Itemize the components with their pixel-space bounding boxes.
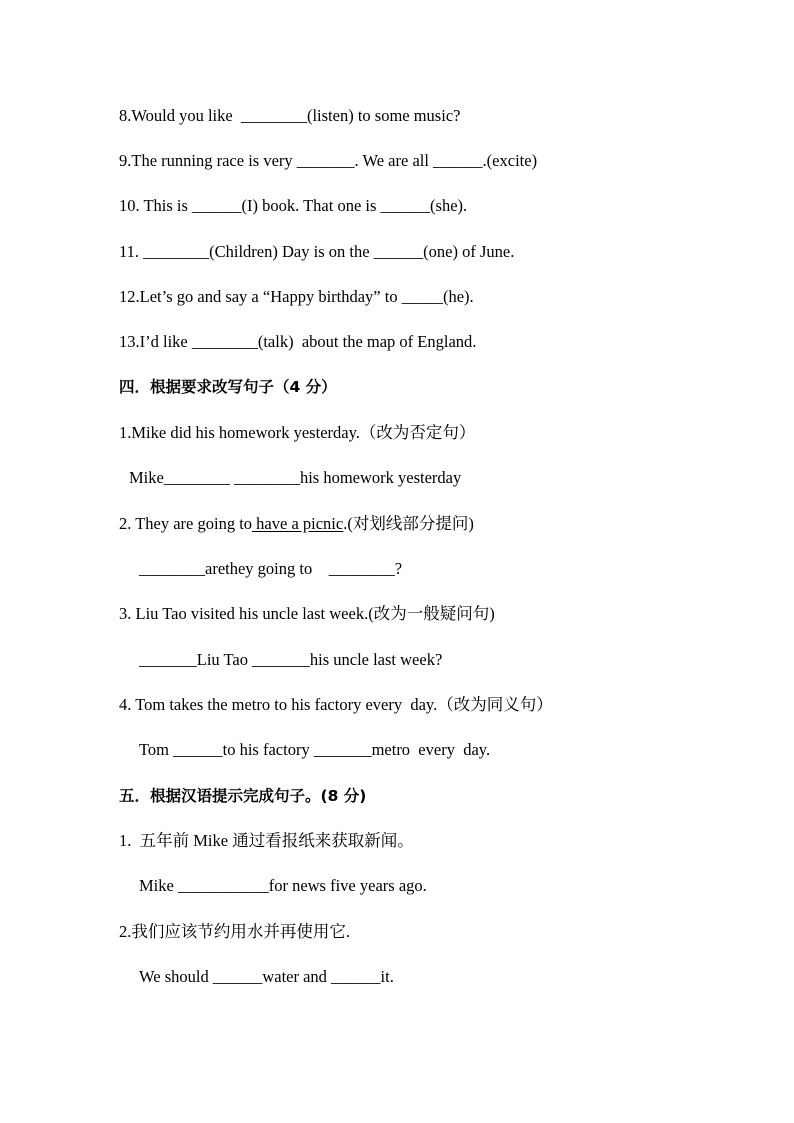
rewrite-question-2-prefix: 2. They are going to <box>119 514 253 533</box>
rewrite-question-2 <box>119 514 474 534</box>
question-11: 11. ________(Children) Day is on the ______(one) of June. <box>119 242 515 261</box>
rewrite-question-4: 4. Tom takes the metro to his factory every day.（改为同义句） <box>119 695 553 714</box>
rewrite-answer-1: Mike________ ________his homework yesterday <box>129 468 462 487</box>
underlined-phrase: have a picnic <box>252 514 344 533</box>
translate-answer-1: Mike ___________for news five years ago. <box>139 876 427 895</box>
rewrite-question-2-suffix: .(对划线部分提问) <box>343 514 474 533</box>
question-8: 8.Would you like ________(listen) to some music? <box>119 106 461 125</box>
section-4-heading: 四．根据要求改写句子（4 分） <box>119 378 337 396</box>
section-5-heading: 五．根据汉语提示完成句子。(8 分) <box>119 787 367 805</box>
rewrite-answer-3: _______Liu Tao _______his uncle last week? <box>139 650 443 669</box>
question-10: 10. This is ______(I) book. That one is ______(she). <box>119 196 468 215</box>
rewrite-answer-2: ________arethey going to ________? <box>139 559 403 578</box>
question-12: 12.Let’s go and say a “Happy birthday” to _____(he). <box>119 287 474 306</box>
question-13: 13.I’d like ________(talk) about the map of England. <box>119 332 477 351</box>
translate-question-1: 1. 五年前 Mike 通过看报纸来获取新闻。 <box>119 831 414 850</box>
question-9: 9.The running race is very _______. We are all ______.(excite) <box>119 151 538 170</box>
translate-answer-2: We should ______water and ______it. <box>139 967 394 986</box>
translate-question-2: 2.我们应该节约用水并再使用它. <box>119 922 350 941</box>
rewrite-answer-4: Tom ______to his factory _______metro every day. <box>139 740 491 759</box>
rewrite-question-3: 3. Liu Tao visited his uncle last week.(改为一般疑问句) <box>119 604 495 623</box>
rewrite-question-1: 1.Mike did his homework yesterday.（改为否定句） <box>119 423 476 442</box>
